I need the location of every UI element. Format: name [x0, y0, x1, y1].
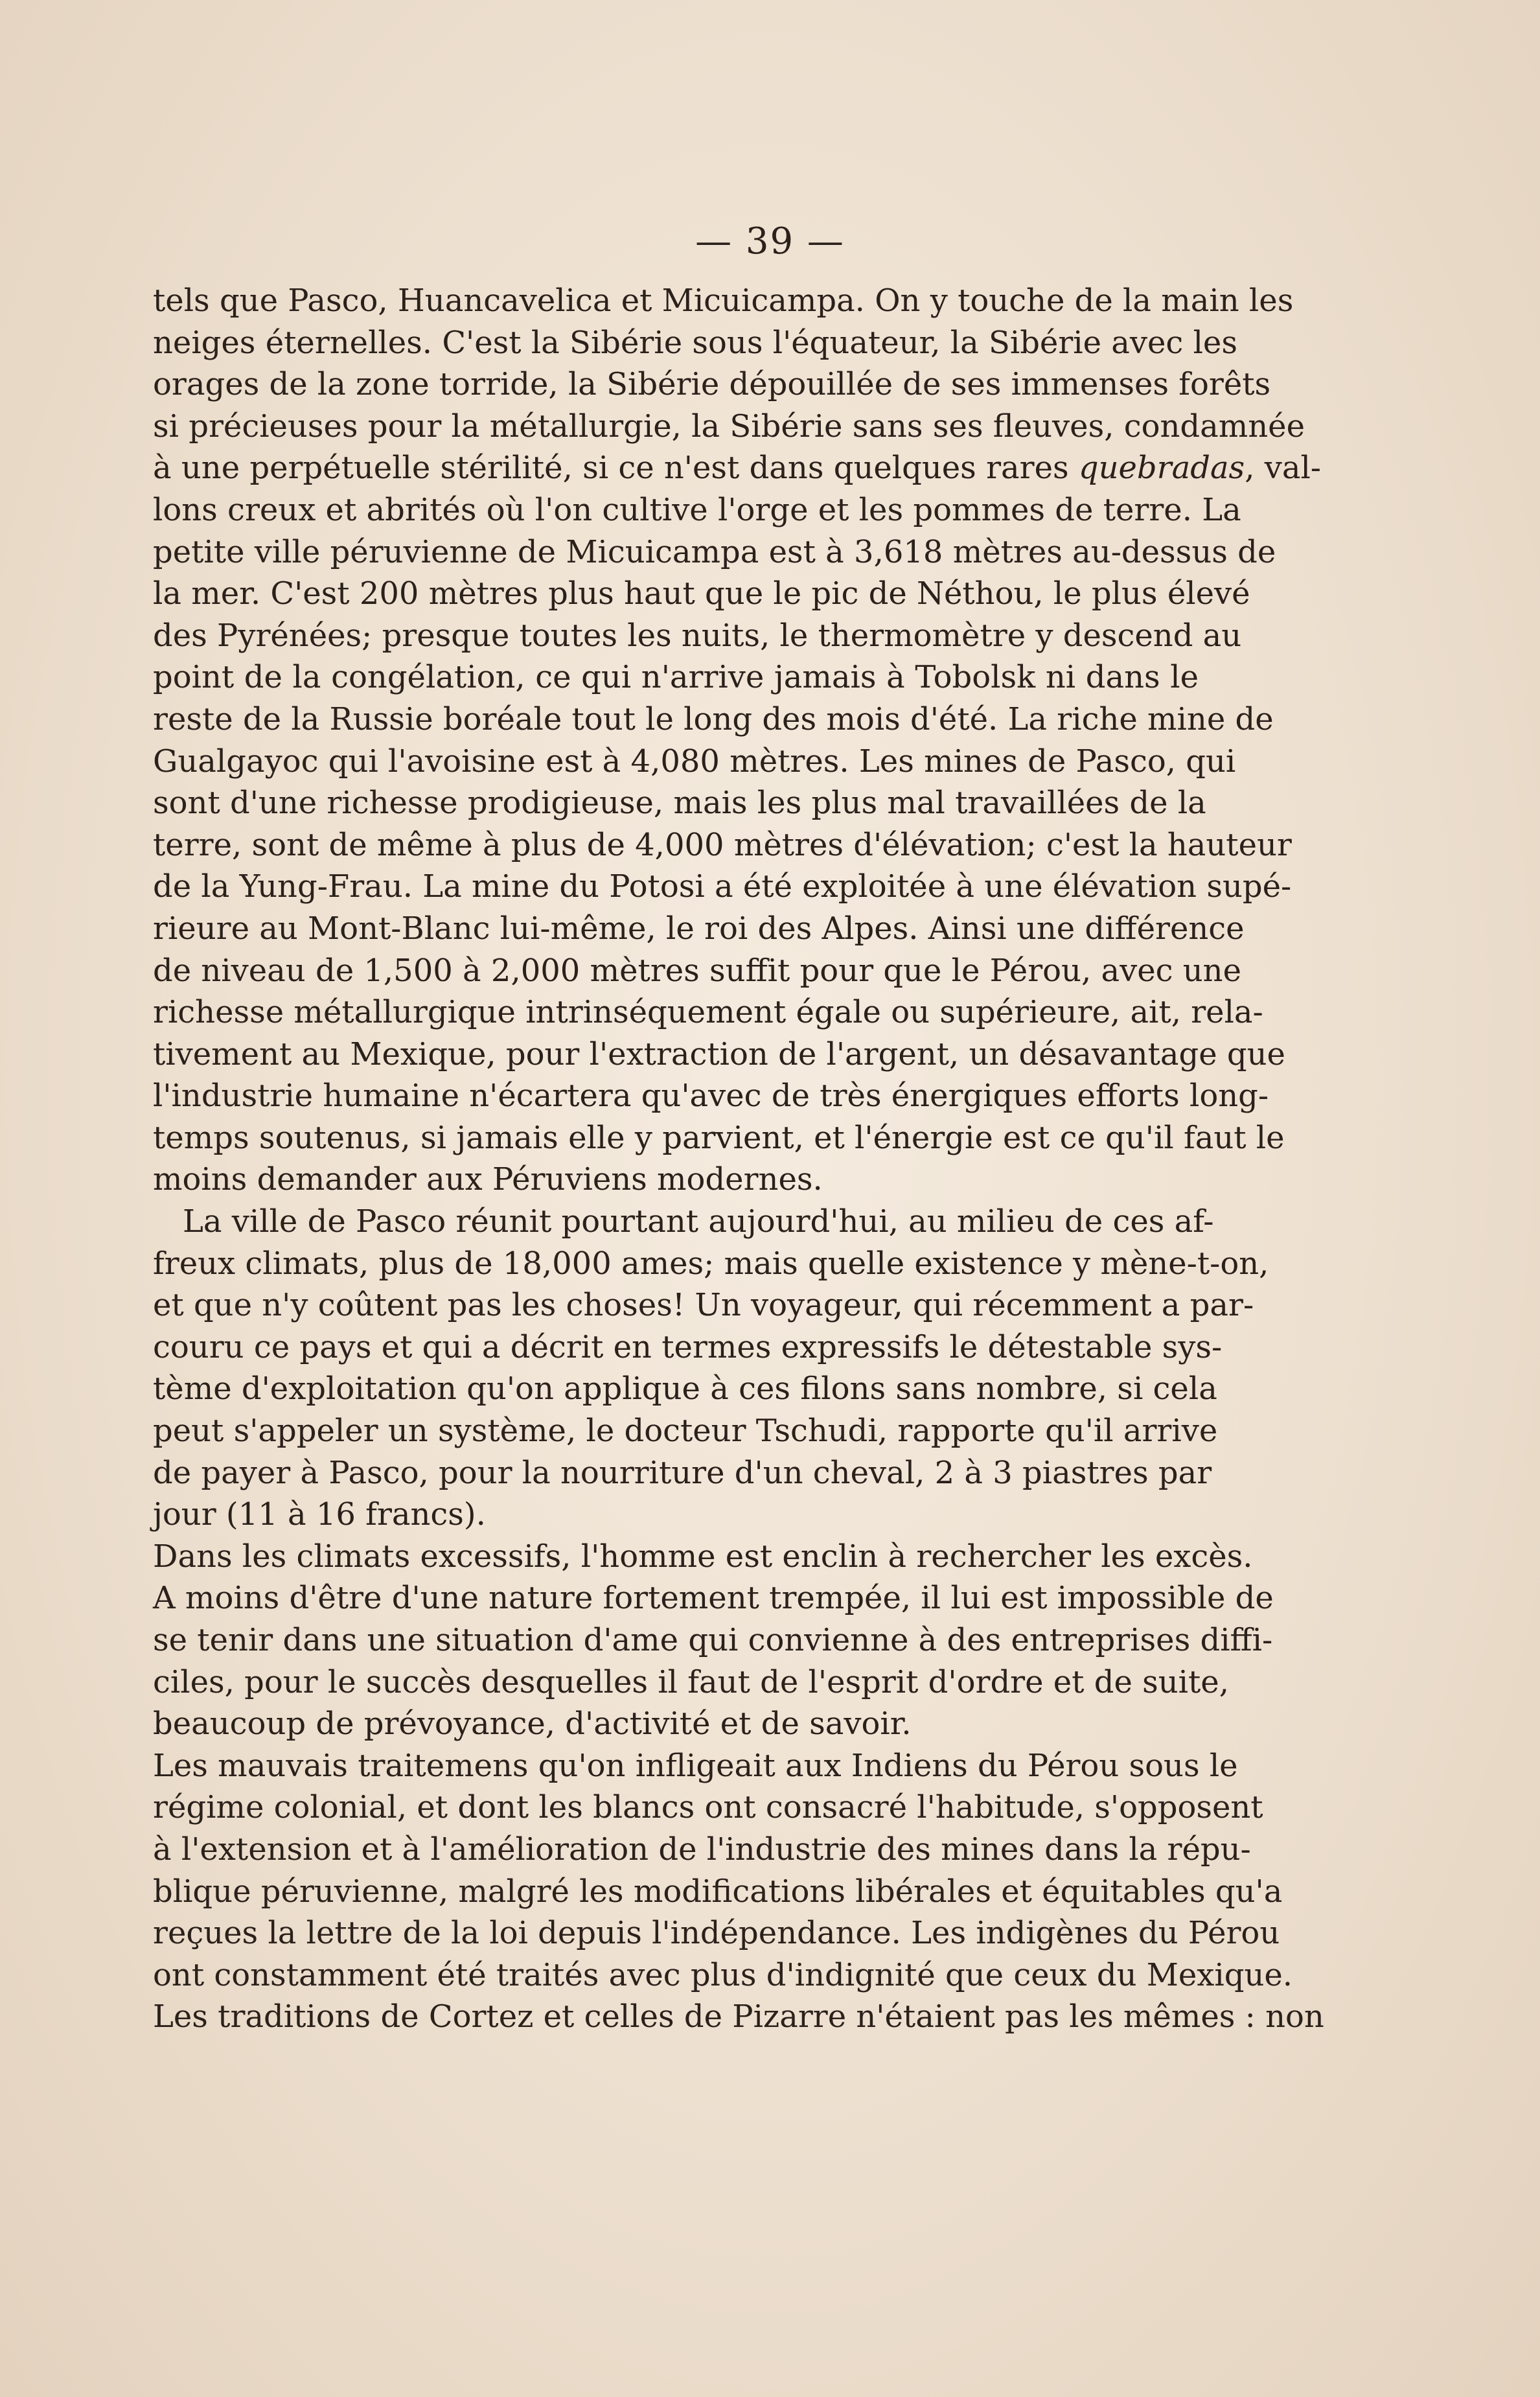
text-line: et que n'y coûtent pas les choses! Un voyageur, qui récemment a par- — [153, 1287, 1254, 1324]
text-line: à une perpétuelle stérilité, si ce n'est dans quelques rares quebradas, val- — [153, 450, 1322, 487]
text-line: ciles, pour le succès desquelles il faut de l'esprit d'ordre et de suite, — [153, 1663, 1229, 1700]
text-line: tème d'exploitation qu'on applique à ces filons sans nombre, si cela — [153, 1371, 1217, 1407]
text-line: petite ville péruvienne de Micuicampa est à 3,618 mètres au-dessus de — [153, 533, 1276, 570]
text-line: se tenir dans une situation d'ame qui convienne à des entreprises diffi- — [153, 1622, 1273, 1658]
text-line: richesse métallurgique intrinséquement égale ou supérieure, ait, rela- — [153, 994, 1263, 1031]
text-line: à l'extension et à l'amélioration de l'industrie des mines dans la répu- — [153, 1831, 1251, 1868]
text-line: peut s'appeler un système, le docteur Tschudi, rapporte qu'il arrive — [153, 1413, 1218, 1450]
text-line: des Pyrénées; presque toutes les nuits, le thermomètre y descend au — [153, 617, 1242, 654]
text-line: Les mauvais traitemens qu'on infligeait aux Indiens du Pérou sous le — [153, 1747, 1238, 1784]
text-line: freux climats, plus de 18,000 ames; mais quelle existence y mène-t-on, — [153, 1245, 1269, 1282]
text-line: neiges éternelles. C'est la Sibérie sous l'équateur, la Sibérie avec les — [153, 324, 1237, 361]
text-line: l'industrie humaine n'écartera qu'avec de très énergiques efforts long- — [153, 1078, 1269, 1115]
text-line: régime colonial, et dont les blancs ont consacré l'habitude, s'opposent — [153, 1789, 1263, 1826]
text-line: point de la congélation, ce qui n'arrive jamais à Tobolsk ni dans le — [153, 659, 1199, 696]
text-line: tels que Pasco, Huancavelica et Micuicampa. On y touche de la main les — [153, 283, 1294, 319]
text-line: reste de la Russie boréale tout le long des mois d'été. La riche mine de — [153, 701, 1274, 737]
text-line: beaucoup de prévoyance, d'activité et de savoir. — [153, 1706, 912, 1743]
text-line: blique péruvienne, malgré les modifications libérales et équitables qu'a — [153, 1873, 1283, 1910]
text-line: orages de la zone torride, la Sibérie dépouillée de ses immenses forêts — [153, 366, 1271, 403]
text-line: Gualgayoc qui l'avoisine est à 4,080 mètres. Les mines de Pasco, qui — [153, 743, 1236, 780]
italic-term: quebradas — [1078, 450, 1245, 487]
text-line: Les traditions de Cortez et celles de Pizarre n'étaient pas les mêmes : non — [153, 1998, 1324, 2035]
text-line: la mer. C'est 200 mètres plus haut que le pic de Néthou, le plus élevé — [153, 575, 1250, 612]
text-line: reçues la lettre de la loi depuis l'indépendance. Les indigènes du Pérou — [153, 1915, 1280, 1952]
text-line: sont d'une richesse prodigieuse, mais les plus mal travaillées de la — [153, 785, 1206, 822]
text-line: couru ce pays et qui a décrit en termes expressifs le détestable sys- — [153, 1328, 1223, 1365]
text-line: A moins d'être d'une nature fortement trempée, il lui est impossible de — [153, 1580, 1274, 1617]
text-line: temps soutenus, si jamais elle y parvient, et l'énergie est ce qu'il faut le — [153, 1119, 1285, 1156]
text-line: La ville de Pasco réunit pourtant aujourd'hui, au milieu de ces af- — [183, 1203, 1214, 1240]
text-line: de payer à Pasco, pour la nourriture d'un cheval, 2 à 3 piastres par — [153, 1454, 1212, 1491]
text-line: ont constamment été traités avec plus d'indignité que ceux du Mexique. — [153, 1956, 1293, 1993]
page-number: — 39 — — [695, 220, 845, 262]
text-line: moins demander aux Péruviens modernes. — [153, 1161, 823, 1198]
body-text — [153, 280, 1324, 2038]
text-line: de la Yung-Frau. La mine du Potosi a été exploitée à une élévation supé- — [153, 868, 1292, 905]
text-line: rieure au Mont-Blanc lui-même, le roi des Alpes. Ainsi une différence — [153, 910, 1245, 947]
text-line: si précieuses pour la métallurgie, la Sibérie sans ses fleuves, condamnée — [153, 408, 1305, 445]
text-line: de niveau de 1,500 à 2,000 mètres suffit pour que le Pérou, avec une — [153, 952, 1241, 989]
text-line: tivement au Mexique, pour l'extraction de l'argent, un désavantage que — [153, 1036, 1285, 1072]
text-line: terre, sont de même à plus de 4,000 mètres d'élévation; c'est la hauteur — [153, 826, 1292, 863]
text-line: jour (11 à 16 francs). — [153, 1496, 486, 1533]
text-line: Dans les climats excessifs, l'homme est enclin à rechercher les excès. — [153, 1538, 1253, 1575]
text-line: lons creux et abrités où l'on cultive l'orge et les pommes de terre. La — [153, 491, 1241, 528]
